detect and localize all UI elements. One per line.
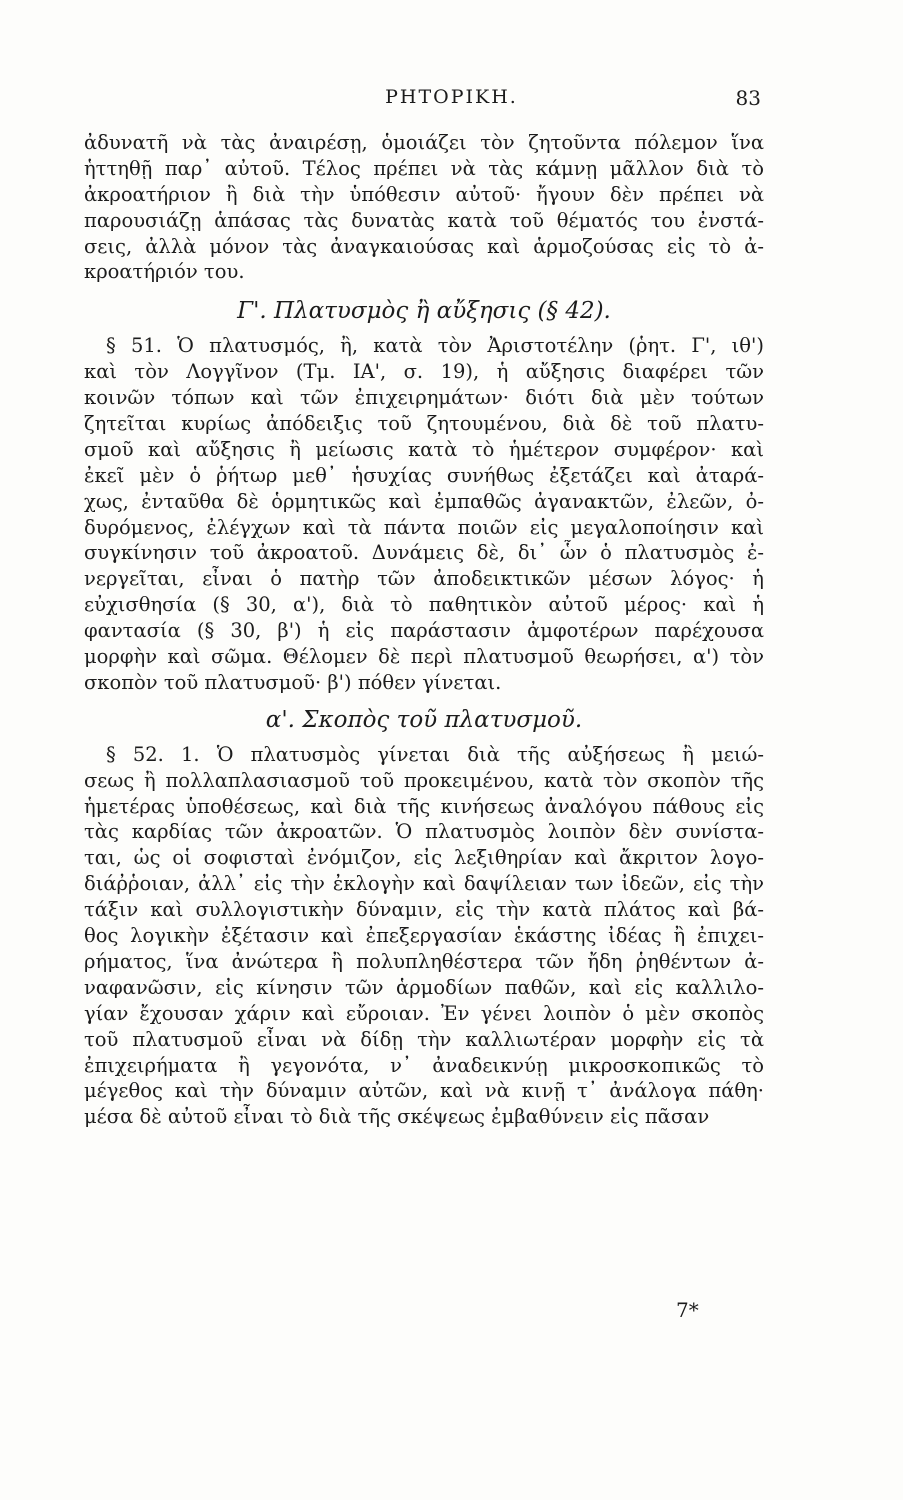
text-line: § 51. Ὁ πλατυσμός, ἢ, κατὰ τὸν Ἀριστοτέλην (ῥητ. Γ', ιθ') (106, 334, 764, 358)
text-line: ναφανῶσιν, εἰς κίνησιν τῶν ἁρμοδίων παθῶν, καὶ εἰς καλλιλο- (84, 975, 764, 999)
text-line: κοινῶν τόπων καὶ τῶν ἐπιχειρημάτων· διότι διὰ μὲν τούτων (84, 386, 764, 410)
text-line: εὐχισθησία (§ 30, α'), διὰ τὸ παθητικὸν αὐτοῦ μέρος· καὶ ἡ (84, 593, 764, 617)
text-line: μέγεθος καὶ τὴν δύναμιν αὐτῶν, καὶ νὰ κινῇ τ᾽ ἀνάλογα πάθη· (84, 1079, 764, 1103)
page-number: 83 (735, 86, 761, 110)
text-line: § 52. 1. Ὁ πλατυσμὸς γίνεται διὰ τῆς αὐξήσεως ἢ μειώ- (106, 742, 764, 766)
text-line: σεως ἢ πολλαπλασιασμοῦ τοῦ προκειμένου, κατὰ τὸν σκοπὸν τῆς (84, 768, 764, 792)
section-heading-amplification: Γ'. Πλατυσμὸς ἢ αὔξησις (§ 42). (237, 298, 611, 325)
text-line: νεργεῖται, εἶναι ὁ πατὴρ τῶν ἀποδεικτικῶν μέσων λόγος· ἡ (84, 567, 764, 591)
text-line: ἡμετέρας ὑποθέσεως, καὶ διὰ τῆς κινήσεως ἀναλόγου πάθους εἰς (84, 794, 764, 818)
text-line: σεις, ἀλλὰ μόνον τὰς ἀναγκαιούσας καὶ ἁρμοζούσας εἰς τὸ ἀ- (84, 234, 764, 258)
text-line: ται, ὡς οἱ σοφισταὶ ἐνόμιζον, εἰς λεξιθηρίαν καὶ ἄκριτον λογο- (84, 846, 764, 870)
subsection-heading-purpose: α'. Σκοπὸς τοῦ πλατυσμοῦ. (265, 706, 583, 733)
text-line: μέσα δὲ αὐτοῦ εἶναι τὸ διὰ τῆς σκέψεως ἐμβαθύνειν εἰς πᾶσαν (84, 1105, 710, 1129)
text-line: γίαν ἔχουσαν χάριν καὶ εὔροιαν. Ἐν γένει λοιπὸν ὁ μὲν σκοπὸς (84, 1001, 764, 1025)
text-block (84, 130, 764, 1130)
running-head (0, 86, 903, 116)
text-line: ἐπιχειρήματα ἢ γεγονότα, ν᾽ ἀναδεικνύῃ μικροσκοπικῶς τὸ (84, 1053, 764, 1077)
text-line: συγκίνησιν τοῦ ἀκροατοῦ. Δυνάμεις δὲ, δι᾽ ὧν ὁ πλατυσμὸς ἐ- (84, 541, 764, 565)
text-line: ἐκεῖ μὲν ὁ ῥήτωρ μεθ᾽ ἡσυχίας συνήθως ἐξετάζει καὶ ἀταρά- (84, 463, 764, 487)
running-title: ΡΗΤΟΡΙΚΗ. (385, 86, 518, 108)
text-line: ἀκροατήριον ἢ διὰ τὴν ὑπόθεσιν αὐτοῦ· ἤγουν δὲν πρέπει νὰ (84, 182, 764, 206)
text-line: σμοῦ καὶ αὔξησις ἢ μείωσις κατὰ τὸ ἡμέτερον συμφέρον· καὶ (84, 437, 764, 461)
text-line: ρήματος, ἵνα ἀνώτερα ἢ πολυπληθέστερα τῶν ἤδη ῥηθέντων ἀ- (84, 949, 764, 973)
text-line: τὰς καρδίας τῶν ἀκροατῶν. Ὁ πλατυσμὸς λοιπὸν δὲν συνίστα- (84, 820, 764, 844)
text-line: κροατήριόν του. (84, 260, 245, 284)
paragraph-51 (84, 333, 764, 695)
text-line: ἡττηθῇ παρ᾽ αὐτοῦ. Τέλος πρέπει νὰ τὰς κάμνῃ μᾶλλον διὰ τὸ (84, 156, 764, 180)
text-line: φαντασία (§ 30, β') ἡ εἰς παράστασιν ἀμφοτέρων παρέχουσα (84, 619, 764, 643)
paragraph-continuation (84, 130, 764, 285)
text-line: παρουσιάζῃ ἁπάσας τὰς δυνατὰς κατὰ τοῦ θέματός του ἐνστά- (84, 208, 764, 232)
text-line: ζητεῖται κυρίως ἀπόδειξις τοῦ ζητουμένου, διὰ δὲ τοῦ πλατυ- (84, 412, 764, 436)
text-line: ἀδυνατῆ νὰ τὰς ἀναιρέσῃ, ὁμοιάζει τὸν ζητοῦντα πόλεμον ἵνα (84, 131, 764, 154)
text-line: τοῦ πλατυσμοῦ εἶναι νὰ δίδῃ τὴν καλλιωτέραν μορφὴν εἰς τὰ (84, 1027, 764, 1051)
text-line: καὶ τὸν Λογγῖνον (Τμ. ΙΑ', σ. 19), ἡ αὔξησις διαφέρει τῶν (84, 360, 764, 384)
text-line: διάῤῥοιαν, ἀλλ᾽ εἰς τὴν ἐκλογὴν καὶ δαψίλειαν των ἰδεῶν, εἰς τὴν (84, 872, 764, 896)
text-line: χως, ἐνταῦθα δὲ ὁρμητικῶς καὶ ἐμπαθῶς ἀγανακτῶν, ἐλεῶν, ὀ- (84, 489, 764, 513)
paragraph-52 (84, 742, 764, 1130)
text-line: θος λογικὴν ἐξέτασιν καὶ ἐπεξεργασίαν ἑκάστης ἰδέας ἢ ἐπιχει- (84, 924, 764, 948)
text-line: μορφὴν καὶ σῶμα. Θέλομεν δὲ περὶ πλατυσμοῦ θεωρήσει, α') τὸν (84, 645, 764, 669)
text-line: σκοπὸν τοῦ πλατυσμοῦ· β') πόθεν γίνεται. (84, 670, 502, 694)
text-line: τάξιν καὶ συλλογιστικὴν δύναμιν, εἰς τὴν κατὰ πλάτος καὶ βά- (84, 898, 764, 922)
text-line: δυρόμενος, ἐλέγχων καὶ τὰ πάντα ποιῶν εἰς μεγαλοποίησιν καὶ (84, 515, 764, 539)
signature-mark: 7* (676, 1298, 699, 1322)
